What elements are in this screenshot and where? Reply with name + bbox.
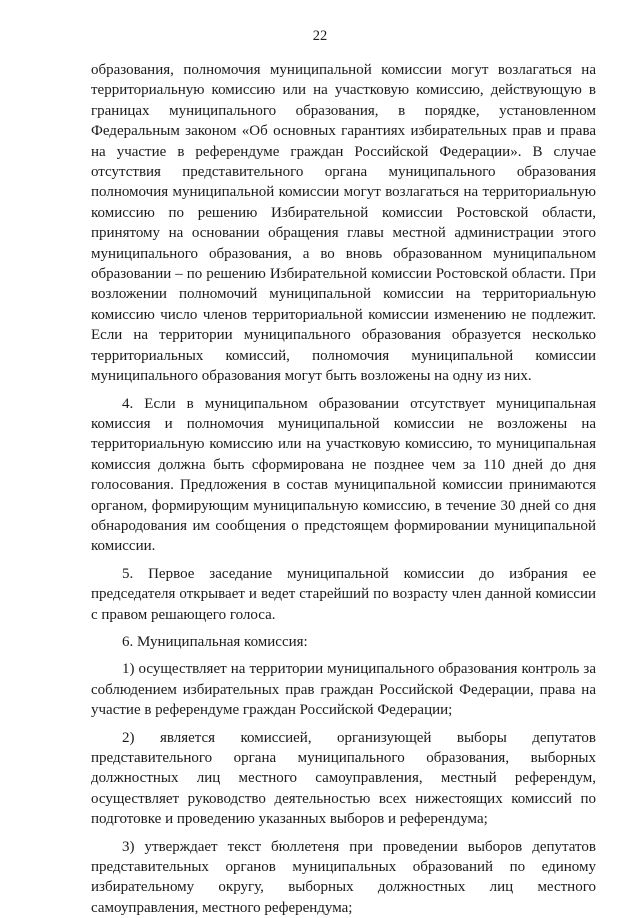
paragraph-subitem-1: 1) осуществляет на территории муниципального образования контроль за соблюдением избирательных прав граждан Российской Федерации, права на участие в референдуме граждан Российской Федерации; xyxy=(91,661,596,719)
paragraph-subitem-3: 3) утверждает текст бюллетеня при проведении выборов депутатов представительных органов муниципальных образований по единому избирательному округу, выборных должностных лиц местного самоуправления, местного референдума; xyxy=(91,838,596,916)
paragraph-continuation: образования, полномочия муниципальной комиссии могут возлагаться на территориальную комиссию или на участковую комиссию, действующую в границах муниципального образования, в порядке, установленном Федеральным законом «Об основных гарантиях избирательных прав и права на участие в референдуме граждан Российской Федерации». В случае отсутствия представительного органа муниципального образования полномочия муниципальной комиссии могут возлагаться на территориальную комиссию по решению Избирательной комиссии Ростовской области, принятому на основании обращения главы местной администрации этого муниципального образования, а во вновь образованном муниципальном образовании – по решению Избирательной комиссии Ростовской области. При возложении полномочий муниципальной комиссии на территориальную комиссию число членов территориальной комиссии изменению не подлежит. Если на территории муниципального образования образуется несколько территориальных комиссий, полномочия муниципальной комиссии муниципального образования могут быть возложены на одну из них. xyxy=(91,62,596,385)
body-text xyxy=(91,60,596,918)
paragraph-item-4: 4. Если в муниципальном образовании отсутствует муниципальная комиссия и полномочия муниципальной комиссии не возложены на территориальную комиссию или на участковую комиссию, то муниципальная комиссия должна быть сформирована не позднее чем за 110 дней до дня голосования. Предложения в состав муниципальной комиссии принимаются органом, формирующим муниципальную комиссию, в течение 30 дней со дня обнародования им сообщения о предстоящем формировании муниципальной комиссии. xyxy=(91,395,596,555)
paragraph-item-5: 5. Первое заседание муниципальной комиссии до избрания ее председателя открывает и ведет старейший по возрасту член данной комиссии с правом решающего голоса. xyxy=(91,565,596,623)
paragraph-subitem-2: 2) является комиссией, организующей выборы депутатов представительного органа муниципального образования, выборных должностных лиц местного самоуправления, местный референдум, осуществляет руководство деятельностью всех нижестоящих комиссий по подготовке и проведению указанных выборов и референдума; xyxy=(91,729,596,828)
paragraph-item-6-heading: 6. Муниципальная комиссия: xyxy=(122,633,308,650)
page-number: 22 xyxy=(312,28,328,44)
